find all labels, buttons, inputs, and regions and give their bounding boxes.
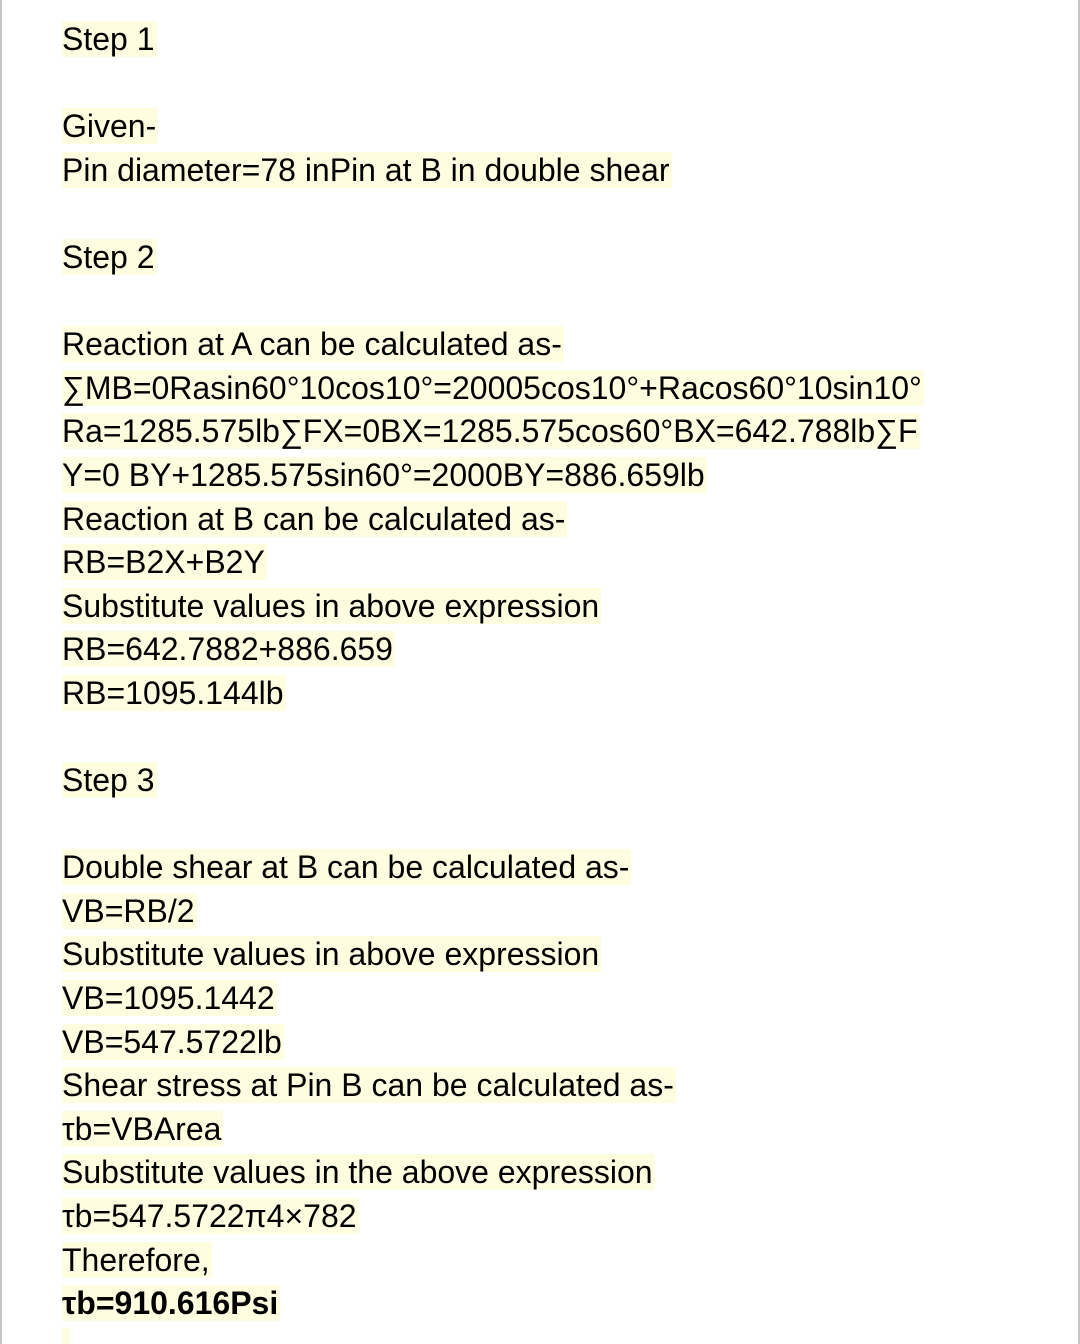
force-y-equation: Y=0 BY+1285.575sin60°=2000BY=886.659lb xyxy=(62,456,705,493)
shear-force-substitution: VB=1095.1442 xyxy=(62,980,275,1017)
moment-equation: ∑MB=0Rasin60°10cos10°=20005cos10°+Racos60°10sin10° xyxy=(62,369,922,406)
step-2-heading: Step 2 xyxy=(62,238,155,275)
blank-line xyxy=(62,192,1042,236)
substitute-instruction: Substitute values in above expression xyxy=(62,936,600,973)
page-left-edge xyxy=(0,0,2,1344)
shear-stress-formula: τb=VBArea xyxy=(62,1110,222,1147)
reaction-b-result: RB=1095.144lb xyxy=(62,674,284,711)
substitute-instruction: Substitute values in above expression xyxy=(62,587,600,624)
reaction-b-intro: Reaction at B can be calculated as- xyxy=(62,500,566,537)
blank-line xyxy=(62,62,1042,106)
therefore-label: Therefore, xyxy=(62,1241,210,1278)
step-3-heading: Step 3 xyxy=(62,762,155,799)
given-label: Given- xyxy=(62,108,157,145)
substitute-instruction: Substitute values in the above expression xyxy=(62,1154,653,1191)
reaction-b-substitution: RB=642.7882+886.659 xyxy=(62,631,393,668)
blank-line xyxy=(62,280,1042,324)
shear-stress-substitution: τb=547.5722π4×782 xyxy=(62,1198,357,1235)
step-1-heading: Step 1 xyxy=(62,21,155,57)
shear-force-formula: VB=RB/2 xyxy=(62,892,195,929)
blank-line xyxy=(62,716,1042,760)
shear-force-result: VB=547.5722lb xyxy=(62,1023,282,1060)
solution-document xyxy=(62,18,1042,1326)
final-answer: τb=910.616Psi xyxy=(62,1285,279,1322)
highlight-trail xyxy=(62,1328,70,1344)
double-shear-intro: Double shear at B can be calculated as- xyxy=(62,849,630,886)
reaction-a-intro: Reaction at A can be calculated as- xyxy=(62,326,562,363)
blank-line xyxy=(62,803,1042,847)
given-pin-diameter: Pin diameter=78 inPin at B in double shear xyxy=(62,151,670,188)
force-x-equation: Ra=1285.575lb∑FX=0BX=1285.575cos60°BX=642.788lb∑F xyxy=(62,413,918,450)
shear-stress-intro: Shear stress at Pin B can be calculated as- xyxy=(62,1067,674,1104)
reaction-b-formula: RB=B2X+B2Y xyxy=(62,544,265,581)
